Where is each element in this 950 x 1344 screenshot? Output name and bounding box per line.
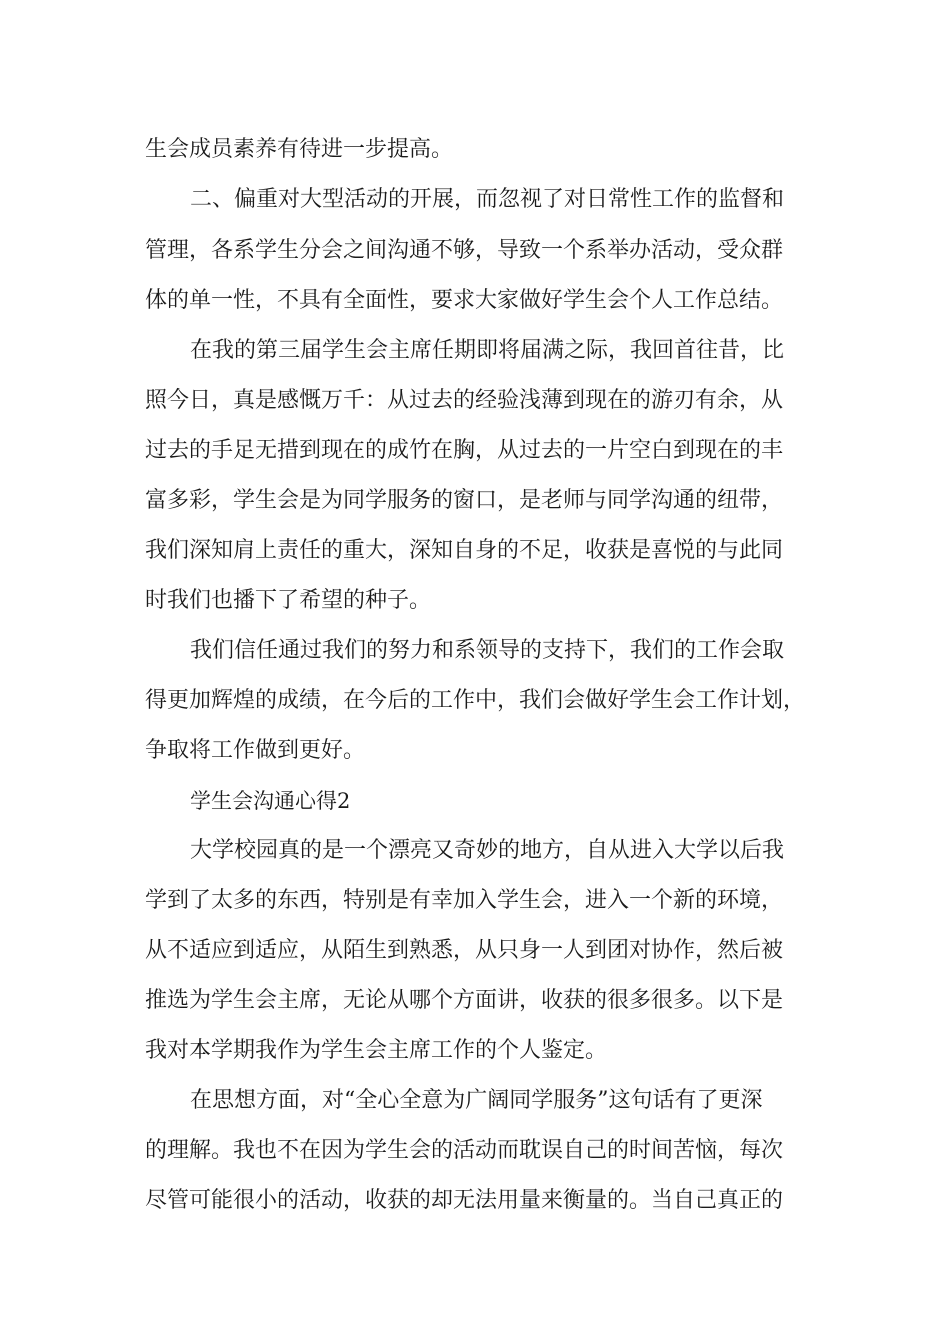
section-heading: 学生会沟通心得2 bbox=[190, 789, 351, 813]
text-line: 时我们也播下了希望的种子。 bbox=[145, 588, 432, 613]
text-line: 二、偏重对大型活动的开展，而忽视了对日常性工作的监督和 bbox=[190, 187, 785, 212]
text-line: 我们信任通过我们的努力和系领导的支持下，我们的工作会取 bbox=[190, 638, 785, 663]
text-line: 推选为学生会主席，无论从哪个方面讲，收获的很多很多。以下是 bbox=[145, 988, 784, 1013]
text-line: 争取将工作做到更好。 bbox=[145, 738, 366, 763]
text-line: 从不适应到适应，从陌生到熟悉，从只身一人到团对协作，然后被 bbox=[145, 938, 784, 963]
text-line: 尽管可能很小的活动，收获的却无法用量来衡量的。当自己真正的 bbox=[145, 1188, 784, 1213]
text-line: 富多彩，学生会是为同学服务的窗口，是老师与同学沟通的纽带， bbox=[145, 488, 784, 513]
text-line: 在我的第三届学生会主席任期即将届满之际，我回首往昔，比 bbox=[190, 338, 785, 363]
text-line: 的理解。我也不在因为学生会的活动而耽误自己的时间苦恼，每次 bbox=[145, 1138, 784, 1163]
text-line: 体的单一性，不具有全面性，要求大家做好学生会个人工作总结。 bbox=[145, 288, 784, 313]
text-line: 大学校园真的是一个漂亮又奇妙的地方，自从进入大学以后我 bbox=[190, 838, 785, 863]
text-line: 我对本学期我作为学生会主席工作的个人鉴定。 bbox=[145, 1038, 608, 1063]
text-line: 管理，各系学生分会之间沟通不够，导致一个系举办活动，受众群 bbox=[145, 238, 784, 263]
text-line: 照今日，真是感慨万千：从过去的经验浅薄到现在的游刃有余，从 bbox=[145, 388, 784, 413]
text-line: 在思想方面，对“全心全意为广阔同学服务”这句话有了更深 bbox=[190, 1088, 763, 1113]
text-line: 生会成员素养有待进一步提高。 bbox=[145, 137, 454, 162]
text-line: 得更加辉煌的成绩，在今后的工作中，我们会做好学生会工作计划， bbox=[145, 688, 806, 713]
text-line: 过去的手足无措到现在的成竹在胸，从过去的一片空白到现在的丰 bbox=[145, 438, 784, 463]
text-line: 我们深知肩上责任的重大，深知自身的不足，收获是喜悦的与此同 bbox=[145, 538, 784, 563]
text-line: 学到了太多的东西，特别是有幸加入学生会，进入一个新的环境， bbox=[145, 888, 784, 913]
